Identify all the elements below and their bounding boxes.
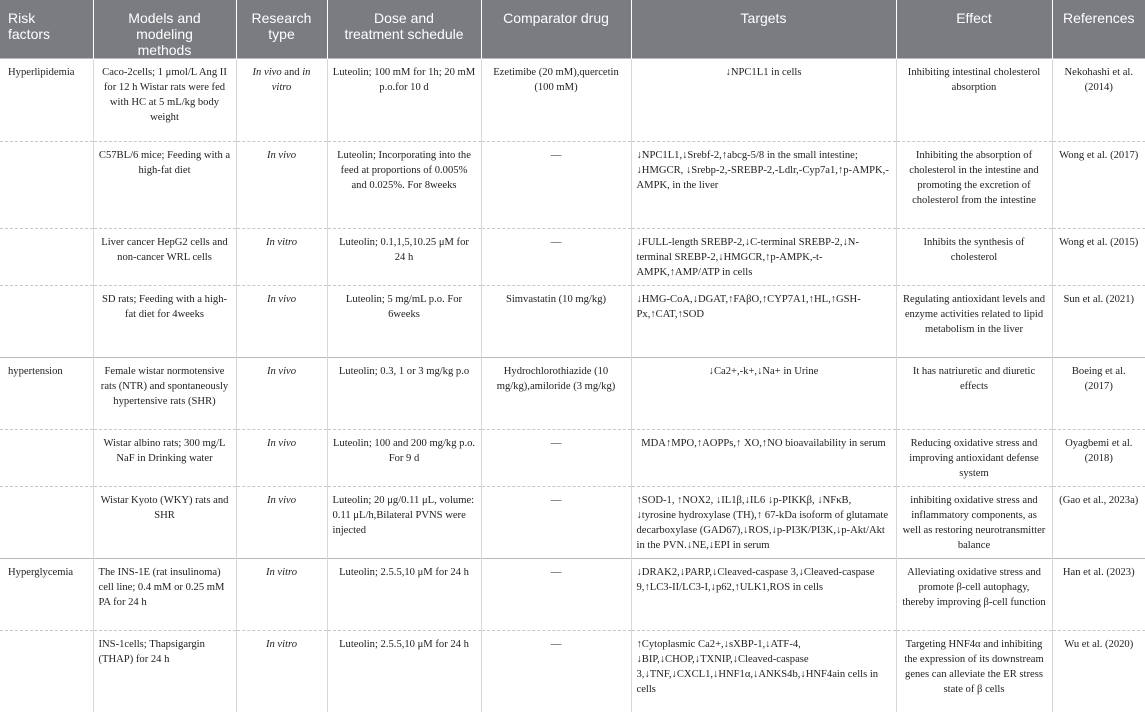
cell-dose: Luteolin; 2.5.5,10 μM for 24 h: [327, 631, 481, 712]
cell-risk-factor: hypertension: [8, 366, 63, 378]
cell-comparator: Simvastatin (10 mg/kg): [481, 286, 631, 358]
table-row: [0, 59, 1145, 142]
cell-targets: ↓HMG-CoA,↓DGAT,↑FAβO,↑CYP7A1,↑HL,↑GSH-Px,↑CAT,↑SOD: [631, 286, 896, 358]
cell-reference: Nekohashi et al. (2014): [1052, 59, 1145, 142]
cell-research-type: In vitro: [236, 631, 327, 712]
cell-reference: Boeing et al. (2017): [1052, 358, 1145, 430]
cell-model: Female wistar normotensive rats (NTR) and spontaneously hypertensive rats (SHR): [93, 358, 236, 430]
cell-dose: Luteolin; 0.3, 1 or 3 mg/kg p.o: [327, 358, 481, 430]
header-research-type: Research type: [236, 0, 327, 59]
table-row: [0, 229, 1145, 286]
table-row: [0, 142, 1145, 229]
cell-model: Caco-2cells; 1 μmol/L Ang II for 12 h Wistar rats were fed with HC at 5 mL/kg body weight: [93, 59, 236, 142]
cell-model: The INS-1E (rat insulinoma) cell line; 0.4 mM or 0.25 mM PA for 24 h: [93, 559, 236, 631]
cell-risk-factor: [0, 430, 93, 487]
header-references: References: [1052, 0, 1145, 59]
cell-effect: Inhibits the synthesis of cholesterol: [896, 229, 1052, 286]
header-targets: Targets: [631, 0, 896, 59]
cell-reference: Sun et al. (2021): [1052, 286, 1145, 358]
cell-dose: Luteolin; 2.5.5,10 μM for 24 h: [327, 559, 481, 631]
cell-effect: inhibiting oxidative stress and inflammatory components, as well as restoring neurotransmitter balance: [896, 487, 1052, 559]
cell-research-type: In vivo: [236, 430, 327, 487]
cell-dose: Luteolin; Incorporating into the feed at proportions of 0.005% and 0.025%. For 8weeks: [327, 142, 481, 229]
cell-comparator: —: [481, 631, 631, 712]
cell-reference: (Gao et al., 2023a): [1052, 487, 1145, 559]
cell-reference: Han et al. (2023): [1052, 559, 1145, 631]
cell-risk-factor: [0, 286, 93, 358]
cell-targets: ↓DRAK2,↓PARP,↓Cleaved-caspase 3,↓Cleaved-caspase 9,↑LC3-II/LC3-I,↓p62,↑ULK1,ROS in cells: [631, 559, 896, 631]
cell-targets: MDA↑MPO,↑AOPPs,↑ XO,↑NO bioavailability in serum: [631, 430, 896, 487]
cell-dose: Luteolin; 100 and 200 mg/kg p.o. For 9 d: [327, 430, 481, 487]
cell-targets: ↓NPC1L1,↓Srebf-2,↑abcg-5/8 in the small intestine; ↓HMGCR, ↓Srebp-2,-SREBP-2,-Ldlr,-Cyp7a1,↑p-AMPK,-AMPK, in the liver: [631, 142, 896, 229]
cell-model: SD rats; Feeding with a high-fat diet for 4weeks: [93, 286, 236, 358]
cell-reference: Wong et al. (2017): [1052, 142, 1145, 229]
header-comparator: Comparator drug: [481, 0, 631, 59]
cell-dose: Luteolin; 20 μg/0.11 μL, volume: 0.11 μL/h,Bilateral PVNS were injected: [327, 487, 481, 559]
cell-targets: ↓FULL-length SREBP-2,↓C-terminal SREBP-2,↓N-terminal SREBP-2,↓HMGCR,↑p-AMPK,-t-AMPK,↑AMP/ATP in cells: [631, 229, 896, 286]
cell-model: C57BL/6 mice; Feeding with a high-fat diet: [93, 142, 236, 229]
cell-risk-factor: [0, 142, 93, 229]
header-effect: Effect: [896, 0, 1052, 59]
cell-dose: Luteolin; 5 mg/mL p.o. For 6weeks: [327, 286, 481, 358]
cell-risk-factor: [0, 631, 93, 712]
cell-research-type: In vitro: [236, 559, 327, 631]
cell-research-type: In vitro: [236, 229, 327, 286]
cell-research-type: In vivo: [236, 286, 327, 358]
cell-reference: Oyagbemi et al. (2018): [1052, 430, 1145, 487]
cell-research-type: In vivo: [236, 487, 327, 559]
cell-comparator: —: [481, 229, 631, 286]
cell-model: Wistar albino rats; 300 mg/L NaF in Drinking water: [93, 430, 236, 487]
cell-dose: Luteolin; 0.1,1,5,10.25 μM for 24 h: [327, 229, 481, 286]
cell-comparator: —: [481, 142, 631, 229]
cell-research-type: In vivo: [236, 142, 327, 229]
cell-effect: Targeting HNF4α and inhibiting the expression of its downstream genes can alleviate the ER stress state of β cells: [896, 631, 1052, 712]
cell-comparator: Ezetimibe (20 mM),quercetin (100 mM): [481, 59, 631, 142]
cell-effect: It has natriuretic and diuretic effects: [896, 358, 1052, 430]
cell-comparator: —: [481, 559, 631, 631]
header-row: [0, 0, 1145, 59]
cell-targets: ↑Cytoplasmic Ca2+,↓sXBP-1,↓ATF-4, ↓BIP,↓CHOP,↓TXNIP,↓Cleaved-caspase 3,↓TNF,↓CXCL1,↓HNF1α,↓ANKS4b,↓HNF4ain cells in cells: [631, 631, 896, 712]
cell-targets: ↓NPC1L1 in cells: [631, 59, 896, 142]
cell-model: Liver cancer HepG2 cells and non-cancer WRL cells: [93, 229, 236, 286]
cell-reference: Wu et al. (2020): [1052, 631, 1145, 712]
cell-risk-factor: Hyperlipidemia: [8, 67, 75, 79]
table-row: [0, 487, 1145, 559]
cell-comparator: —: [481, 430, 631, 487]
cell-comparator: Hydrochlorothiazide (10 mg/kg),amiloride (3 mg/kg): [481, 358, 631, 430]
cell-effect: Reducing oxidative stress and improving antioxidant defense system: [896, 430, 1052, 487]
cell-comparator: —: [481, 487, 631, 559]
cell-risk-factor: [0, 487, 93, 559]
cell-effect: Inhibiting intestinal cholesterol absorption: [896, 59, 1052, 142]
cell-model: INS-1cells; Thapsigargin (THAP) for 24 h: [93, 631, 236, 712]
cell-effect: Inhibiting the absorption of cholesterol in the intestine and promoting the excretion of cholesterol from the intestine: [896, 142, 1052, 229]
table-row: [0, 358, 1145, 430]
cell-risk-factor: [0, 229, 93, 286]
cell-dose: Luteolin; 100 mM for 1h; 20 mM p.o.for 10 d: [327, 59, 481, 142]
cell-reference: Wong et al. (2015): [1052, 229, 1145, 286]
cell-targets: ↓Ca2+,-k+,↓Na+ in Urine: [631, 358, 896, 430]
table-row: [0, 631, 1145, 712]
cell-risk-factor: Hyperglycemia: [8, 567, 74, 579]
header-dose: Dose and treatment schedule: [327, 0, 481, 59]
cell-research-type: In vivo: [236, 358, 327, 430]
table-row: [0, 430, 1145, 487]
header-risk-factors: Risk factors: [0, 0, 93, 59]
cell-effect: Regulating antioxidant levels and enzyme activities related to lipid metabolism in the liver: [896, 286, 1052, 358]
table-row: [0, 286, 1145, 358]
cell-research-type: In vivo and in vitro: [236, 59, 327, 142]
header-models: Models and modeling methods: [93, 0, 236, 59]
cell-effect: Alleviating oxidative stress and promote β-cell autophagy, thereby improving β-cell function: [896, 559, 1052, 631]
cell-targets: ↑SOD-1, ↑NOX2, ↓IL1β,↓IL6 ↓p-PIKKβ, ↓NFκB, ↓tyrosine hydroxylase (TH),↑ 67-kDa isoform of glutamate decarboxylase (GAD67),↓ROS,↓p-PI3K/PI3K,↓p-Akt/Akt in the PVN.↓NE,↓EPI in serum: [631, 487, 896, 559]
table-row: [0, 559, 1145, 631]
cell-model: Wistar Kyoto (WKY) rats and SHR: [93, 487, 236, 559]
